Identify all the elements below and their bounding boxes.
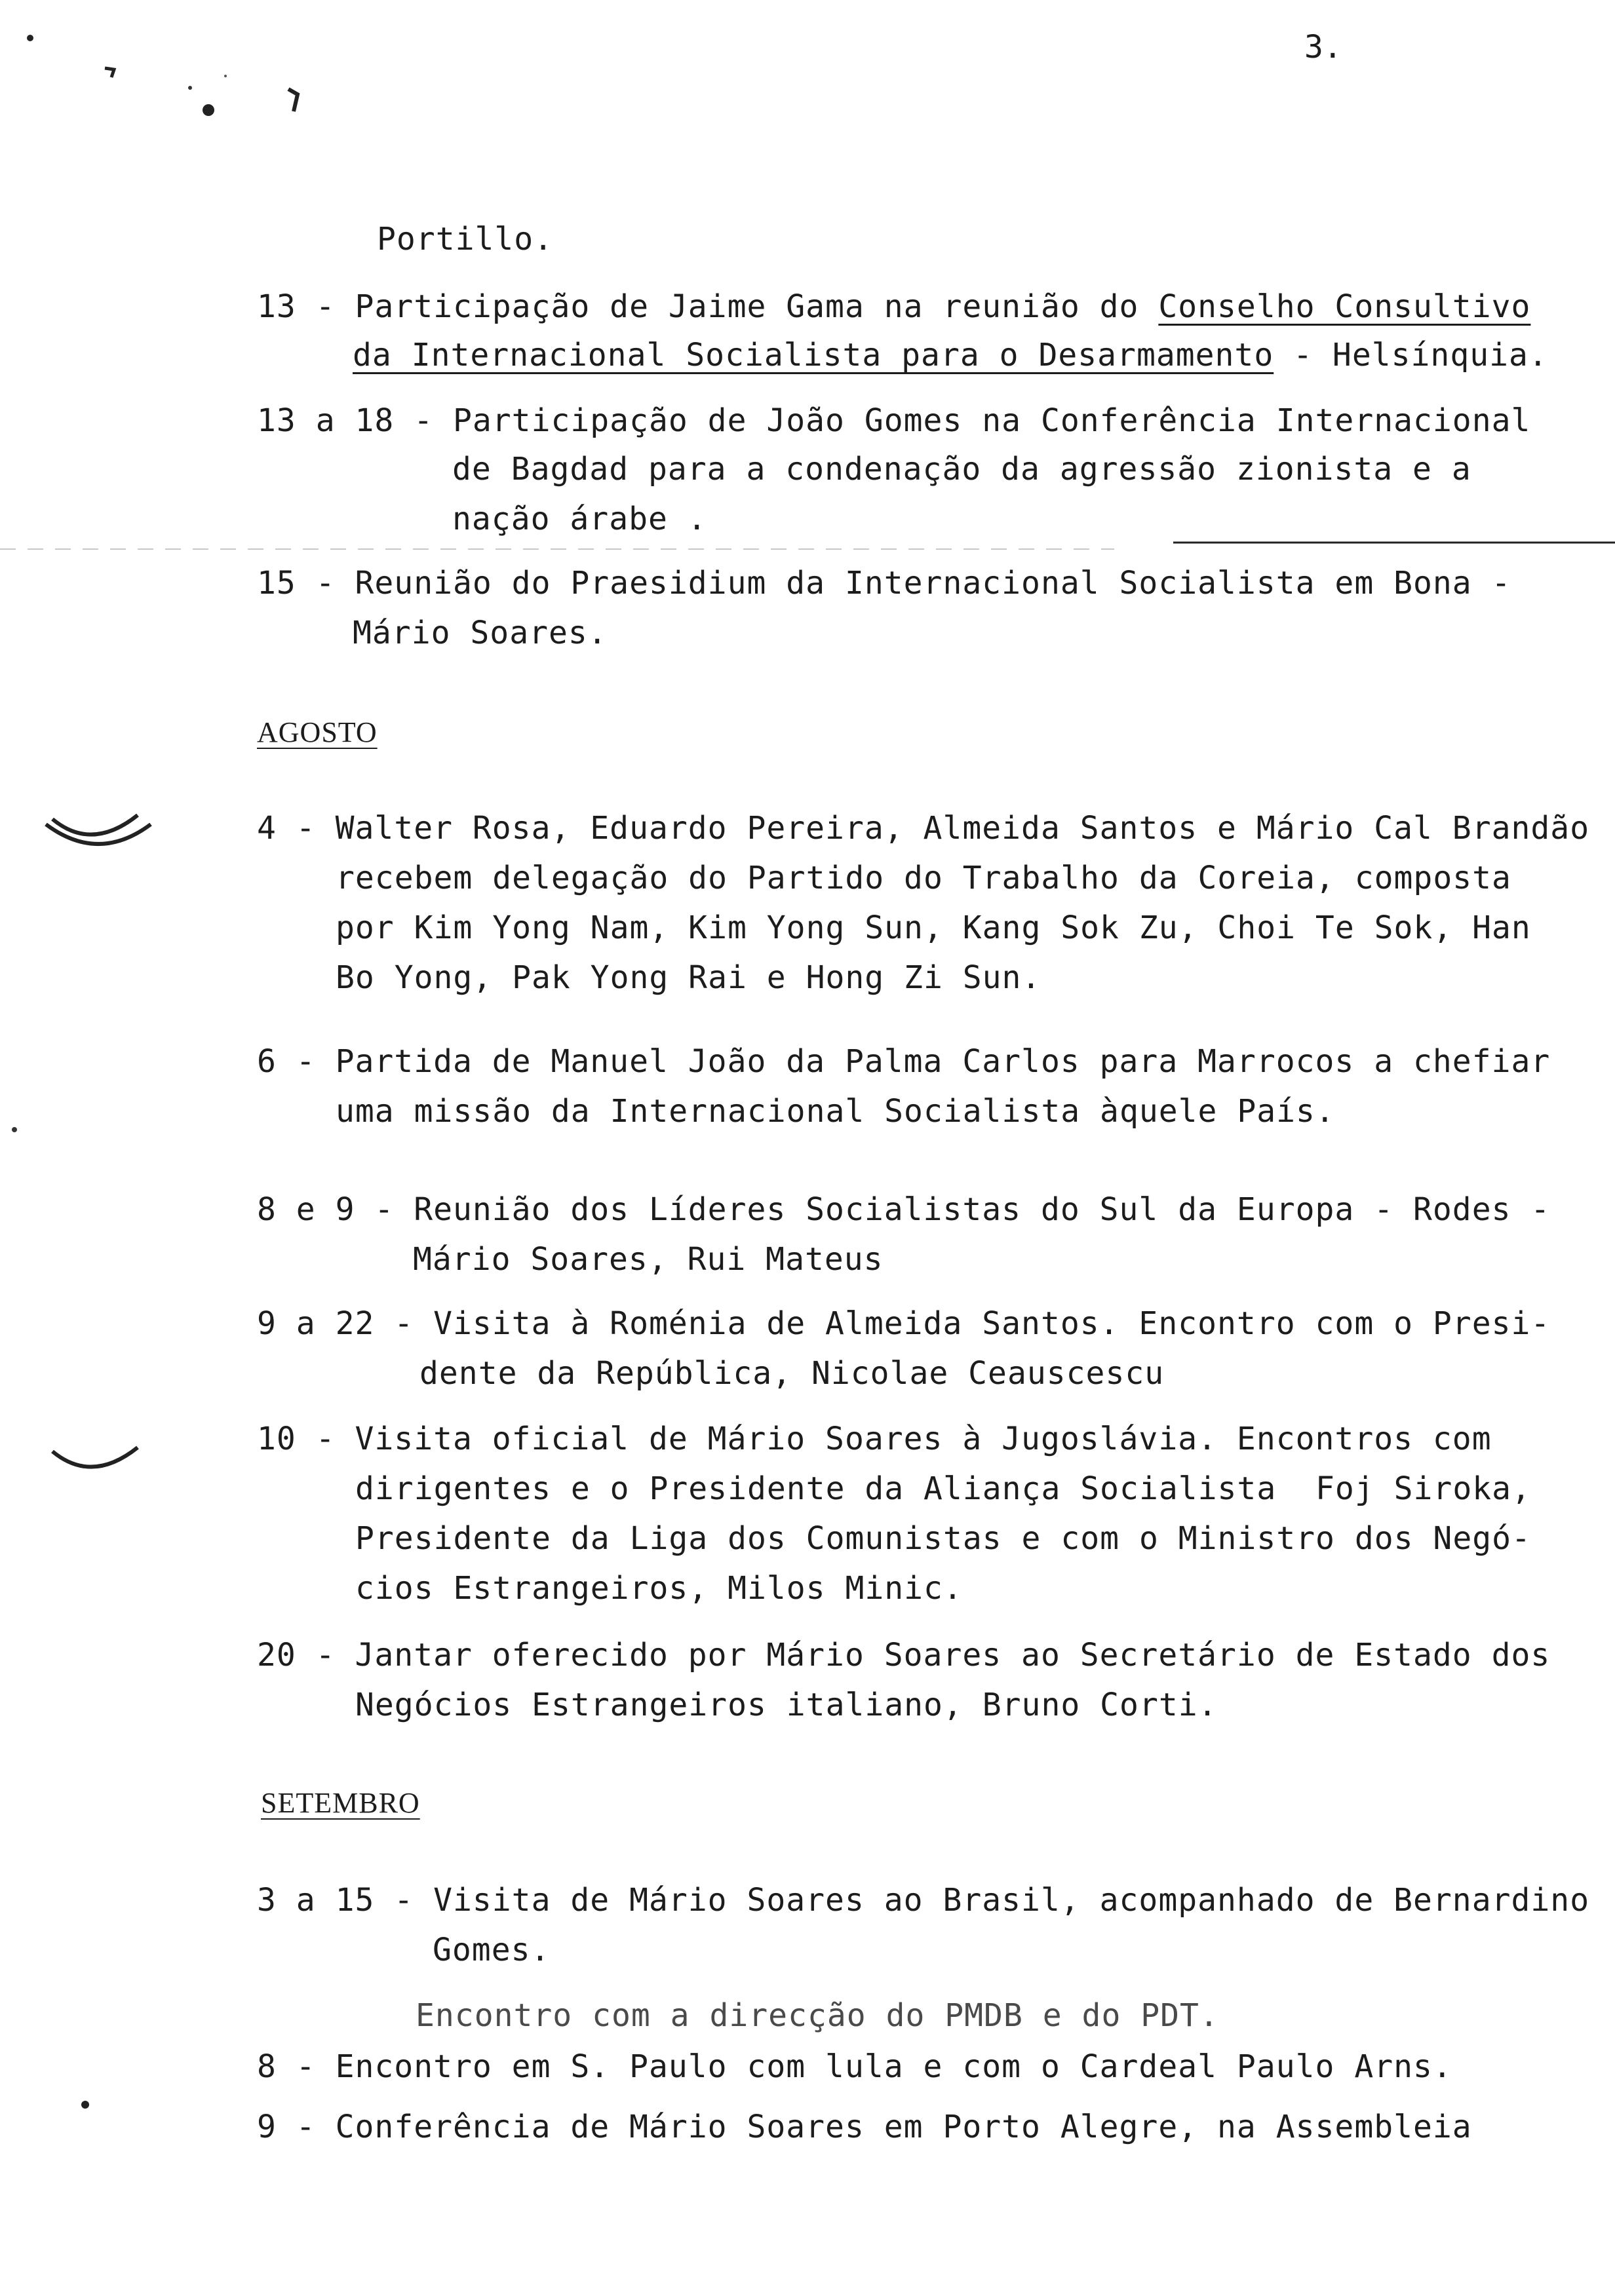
text-line: 13 a 18 - Participação de João Gomes na Conferência Internacional xyxy=(257,402,1531,439)
text-line: dente da República, Nicolae Ceauscescu xyxy=(419,1355,1165,1392)
text-line: 4 - Walter Rosa, Eduardo Pereira, Almeida Santos e Mário Cal Brandão xyxy=(257,810,1590,847)
text-line: 9 a 22 - Visita à Roménia de Almeida Santos. Encontro com o Presi- xyxy=(257,1305,1551,1342)
text-line: 8 - Encontro em S. Paulo com lula e com o Cardeal Paulo Arns. xyxy=(257,2048,1452,2085)
text-line: Encontro com a direcção do PMDB e do PDT. xyxy=(416,1997,1219,2034)
text-line: Portillo. xyxy=(377,221,554,258)
text-line: Bo Yong, Pak Yong Rai e Hong Zi Sun. xyxy=(336,959,1041,996)
section-heading-setembro: SETEMBRO xyxy=(261,1787,420,1819)
text-line: Gomes. xyxy=(433,1932,551,1968)
text-line: dirigentes e o Presidente da Aliança Socialista Foj Siroka, xyxy=(355,1470,1531,1507)
text-line: Mário Soares, Rui Mateus xyxy=(413,1241,884,1278)
text-line: Presidente da Liga dos Comunistas e com o Ministro dos Negó- xyxy=(355,1520,1531,1557)
text-line: uma missão da Internacional Socialista àquele País. xyxy=(336,1093,1335,1130)
text-line: 9 - Conferência de Mário Soares em Porto Alegre, na Assembleia xyxy=(257,2109,1472,2145)
text-line: 10 - Visita oficial de Mário Soares à Jugoslávia. Encontros com xyxy=(257,1421,1492,1457)
text-line: nação árabe . xyxy=(452,501,707,537)
text-line: de Bagdad para a condenação da agressão zionista e a xyxy=(452,451,1471,488)
text-line: 13 - Participação de Jaime Gama na reunião do xyxy=(257,288,1159,325)
text-line: 3 a 15 - Visita de Mário Soares ao Brasil, acompanhado de Bernardino xyxy=(257,1882,1590,1919)
text-line: recebem delegação do Partido do Trabalho da Coreia, composta xyxy=(336,860,1511,896)
entry-13 xyxy=(257,287,1530,326)
text-line: por Kim Yong Nam, Kim Yong Sun, Kang Sok Zu, Choi Te Sok, Han xyxy=(336,909,1531,946)
text-line: 8 e 9 - Reunião dos Líderes Socialistas do Sul da Europa - Rodes - xyxy=(257,1191,1551,1228)
entry-13-cont xyxy=(353,335,1548,375)
text-line: - Helsínquia. xyxy=(1274,337,1548,373)
text-line: 6 - Partida de Manuel João da Palma Carlos para Marrocos a chefiar xyxy=(257,1043,1551,1080)
section-heading-agosto: AGOSTO xyxy=(257,716,378,748)
page-number: 3. xyxy=(1304,29,1342,66)
text-line: cios Estrangeiros, Milos Minic. xyxy=(355,1570,963,1607)
text-line: 20 - Jantar oferecido por Mário Soares ao Secretário de Estado dos xyxy=(257,1637,1551,1674)
underlined-text: Conselho Consultivo xyxy=(1158,288,1531,325)
underlined-text: da Internacional Socialista para o Desarmamento xyxy=(353,337,1274,373)
text-line: 15 - Reunião do Praesidium da Internacional Socialista em Bona - xyxy=(257,565,1511,602)
text-line: Mário Soares. xyxy=(353,615,608,651)
text-line: Negócios Estrangeiros italiano, Bruno Corti. xyxy=(355,1687,1218,1723)
